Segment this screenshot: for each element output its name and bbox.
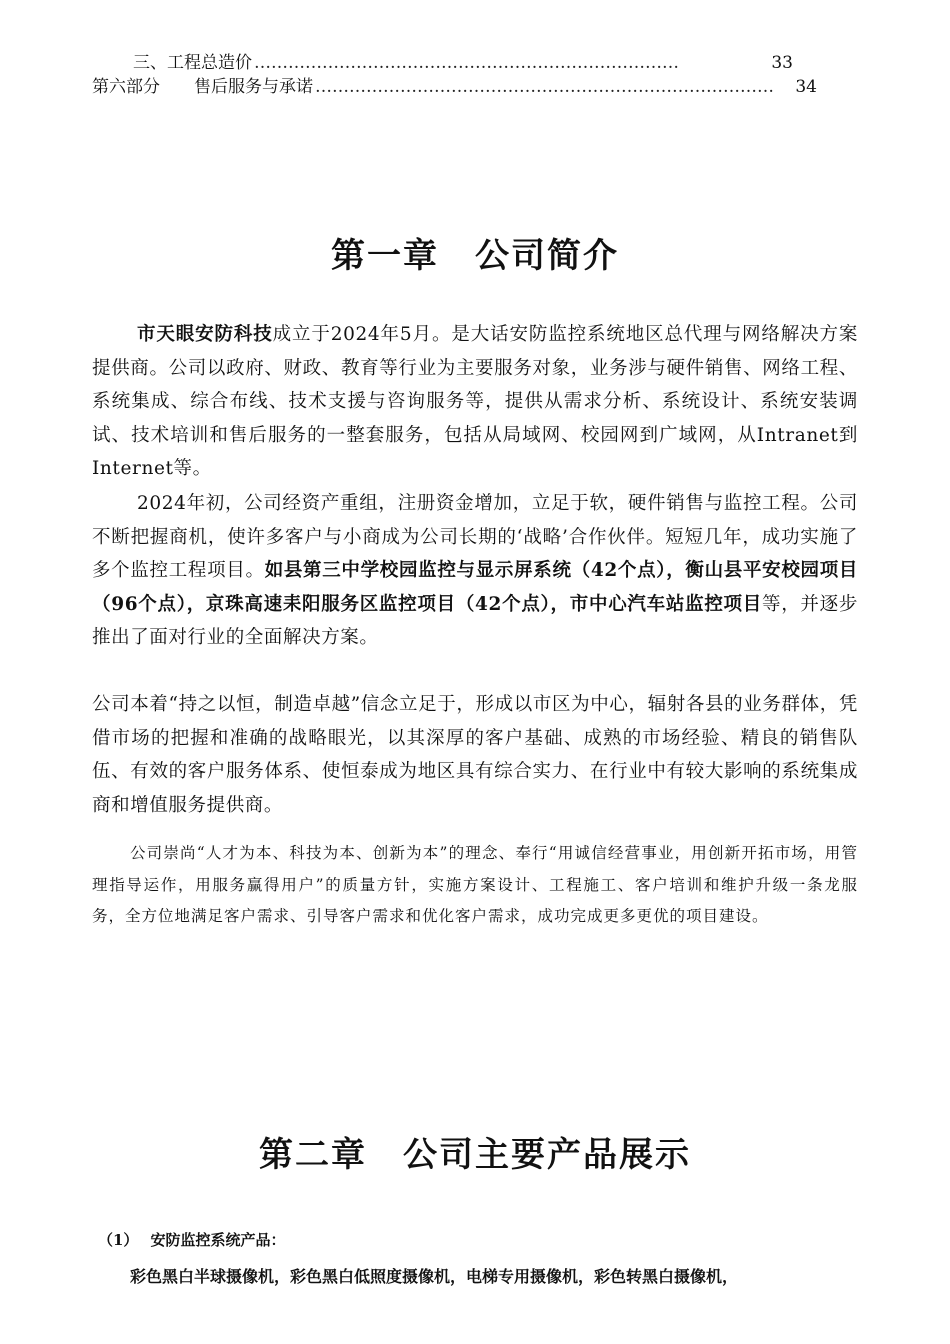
- company-intro-paragraph: [92, 318, 858, 486]
- toc-entry-total-cost[interactable]: [133, 52, 793, 74]
- section-heading-security-products: [98, 1229, 285, 1251]
- section-label: 安防监控系统产品：: [150, 1231, 286, 1249]
- project-list: 如县第三中学校园监控与显示屏系统（42个点），衡山县平安校园项目（96个点），京珠高速耒阳服务区监控项目（42个点），市中心汽车站监控项目: [92, 560, 858, 615]
- history-text: 2024年初，公司经资产重组，注册资金增加，立足于软，硬件销售与监控工程。公司不断把握商机，使许多客户与小商成为公司长期的‘战略’合作伙伴。短短几年，成功实施了多个监控工程项目。: [92, 493, 858, 582]
- company-philosophy-paragraph: 公司崇尚“人才为本、科技为本、创新为本”的理念、奉行“用诚信经营事业，用创新开拓市场，用管理指导运作，用服务赢得用户”的质量方针，实施方案设计、工程施工、客户培训和维护升级一条龙服务，全方位地满足客户需求、引导客户需求和优化客户需求，成功完成更多更优的项目建设。: [92, 844, 858, 925]
- toc-entry-label: 售后服务与承诺: [194, 77, 313, 97]
- toc-part-label: 第六部分: [92, 77, 160, 97]
- company-name: 市天眼安防科技: [137, 324, 273, 345]
- chapter-2-title: 第二章 公司主要产品展示: [259, 1135, 691, 1175]
- toc-page-number: 34: [795, 77, 817, 97]
- toc-entry-after-sales[interactable]: [92, 76, 817, 98]
- company-history-paragraph: [92, 487, 858, 655]
- section-number: （1）: [98, 1231, 139, 1249]
- toc-leader-dots: …………………………………………………………………: [254, 53, 679, 73]
- chapter-1-title: 第一章 公司简介: [331, 236, 619, 276]
- product-list-line: 彩色黑白半球摄像机，彩色黑白低照度摄像机，电梯专用摄像机，彩色转黑白摄像机，: [130, 1267, 739, 1286]
- history-text-end: 等，并逐步推出了面对行业的全面解决方案。: [92, 593, 858, 649]
- toc-entry-label: 三、工程总造价: [133, 53, 252, 73]
- company-intro-text: 成立于2024年5月。是大话安防监控系统地区总代理与网络解决方案提供商。公司以政府、财政、教育等行业为主要服务对象，业务涉与硬件销售、网络工程、系统集成、综合布线、技术支援与咨询服务等，提供从需求分析、系统设计、系统安装调试、技术培训和售后服务的一整套服务，包括从局域网、校园网到广域网，从Intranet到Internet等。: [92, 324, 858, 480]
- toc-leader-dots: ………………………………………………………………………: [315, 77, 774, 97]
- toc-page-number: 33: [771, 53, 793, 73]
- company-mission-paragraph: 公司本着“持之以恒，制造卓越”信念立足于，形成以市区为中心，辐射各县的业务群体，凭借市场的把握和准确的战略眼光，以其深厚的客户基础、成熟的市场经验、精良的销售队伍、有效的客户服务体系、使恒泰成为地区具有综合实力、在行业中有较大影响的系统集成商和增值服务提供商。: [92, 694, 858, 816]
